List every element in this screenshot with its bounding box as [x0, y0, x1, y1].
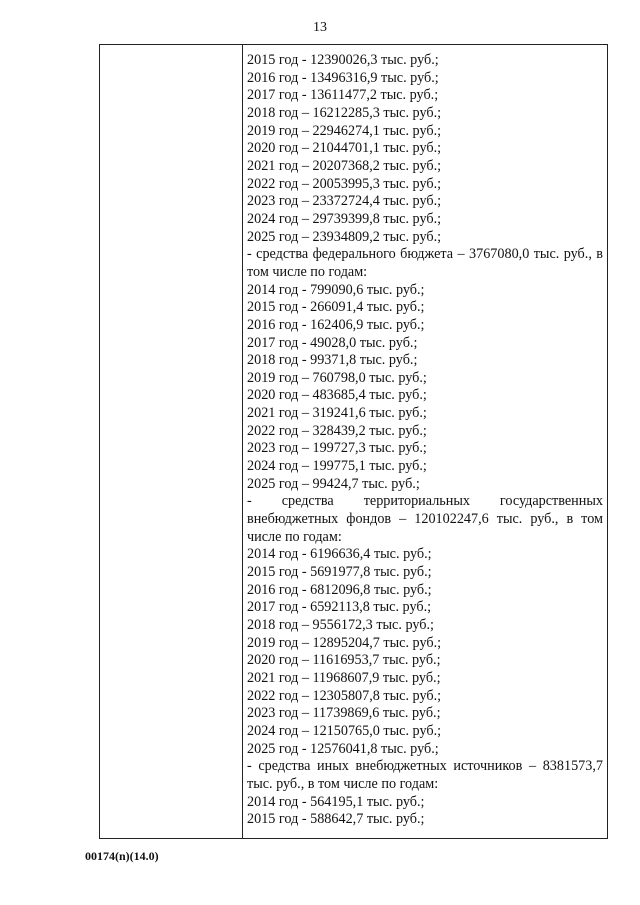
list-item: 2025 год – 99424,7 тыс. руб.; [247, 475, 420, 492]
federal-budget-heading: - средства федерального бюджета – 3767080,0 тыс. руб., в том числе по годам: [247, 246, 603, 280]
extrabudgetary-funds-heading: - средства территориальных государственных внебюджетных фондов – 120102247,6 тыс. руб., в том числе по годам: [247, 493, 603, 545]
list-item: 2018 год – 16212285,3 тыс. руб.; [247, 104, 442, 121]
document-code: 00174(n)(14.0) [85, 849, 159, 863]
list-item: 2014 год - 6196636,4 тыс. руб.; [247, 546, 432, 563]
list-item: 2019 год – 12895204,7 тыс. руб.; [247, 634, 442, 651]
funding-table [99, 44, 608, 839]
list-item: 2020 год – 21044701,1 тыс. руб.; [247, 140, 442, 157]
list-item: 2025 год - 12576041,8 тыс. руб.; [247, 740, 439, 757]
total-by-year-list [247, 52, 603, 246]
federal-budget-list [247, 282, 603, 494]
list-item: 2019 год – 760798,0 тыс. руб.; [247, 369, 427, 386]
list-item: 2016 год - 13496316,9 тыс. руб.; [247, 69, 439, 86]
list-item: 2015 год - 12390026,3 тыс. руб.; [247, 52, 439, 68]
column-divider [242, 45, 243, 838]
list-item: 2020 год – 483685,4 тыс. руб.; [247, 387, 427, 404]
list-item: 2022 год – 328439,2 тыс. руб.; [247, 422, 427, 439]
list-item: 2015 год - 5691977,8 тыс. руб.; [247, 564, 432, 581]
list-item: 2022 год – 12305807,8 тыс. руб.; [247, 687, 442, 704]
list-item: 2023 год – 199727,3 тыс. руб.; [247, 440, 427, 457]
list-item: 2021 год – 319241,6 тыс. руб.; [247, 405, 427, 422]
list-item: 2017 год - 49028,0 тыс. руб.; [247, 334, 418, 351]
list-item: 2022 год – 20053995,3 тыс. руб.; [247, 175, 442, 192]
other-sources-heading: - средства иных внебюджетных источников – 8381573,7 тыс. руб., в том числе по годам: [247, 758, 603, 792]
list-item: 2025 год – 23934809,2 тыс. руб.; [247, 228, 442, 245]
list-item: 2014 год - 799090,6 тыс. руб.; [247, 281, 425, 298]
list-item: 2021 год – 11968607,9 тыс. руб.; [247, 669, 441, 686]
list-item: 2016 год - 6812096,8 тыс. руб.; [247, 581, 432, 598]
list-item: 2019 год – 22946274,1 тыс. руб.; [247, 122, 442, 139]
list-item: 2023 год – 11739869,6 тыс. руб.; [247, 705, 441, 722]
list-item: 2017 год - 6592113,8 тыс. руб.; [247, 599, 432, 616]
page-number: 13 [313, 20, 327, 35]
funding-cell [247, 52, 603, 829]
list-item: 2017 год - 13611477,2 тыс. руб.; [247, 87, 439, 104]
extrabudgetary-funds-list [247, 546, 603, 758]
list-item: 2018 год - 99371,8 тыс. руб.; [247, 352, 418, 369]
list-item: 2015 год - 266091,4 тыс. руб.; [247, 299, 425, 316]
list-item: 2021 год – 20207368,2 тыс. руб.; [247, 157, 442, 174]
list-item: 2018 год – 9556172,3 тыс. руб.; [247, 617, 434, 633]
list-item: 2024 год – 29739399,8 тыс. руб.; [247, 210, 442, 227]
list-item: 2015 год - 588642,7 тыс. руб.; [247, 811, 425, 828]
other-sources-list [247, 794, 603, 829]
list-item: 2023 год – 23372724,4 тыс. руб.; [247, 193, 442, 210]
list-item: 2016 год - 162406,9 тыс. руб.; [247, 316, 425, 333]
list-item: 2014 год - 564195,1 тыс. руб.; [247, 793, 425, 810]
list-item: 2024 год – 12150765,0 тыс. руб.; [247, 722, 442, 739]
list-item: 2024 год – 199775,1 тыс. руб.; [247, 458, 427, 475]
list-item: 2020 год – 11616953,7 тыс. руб.; [247, 652, 441, 669]
